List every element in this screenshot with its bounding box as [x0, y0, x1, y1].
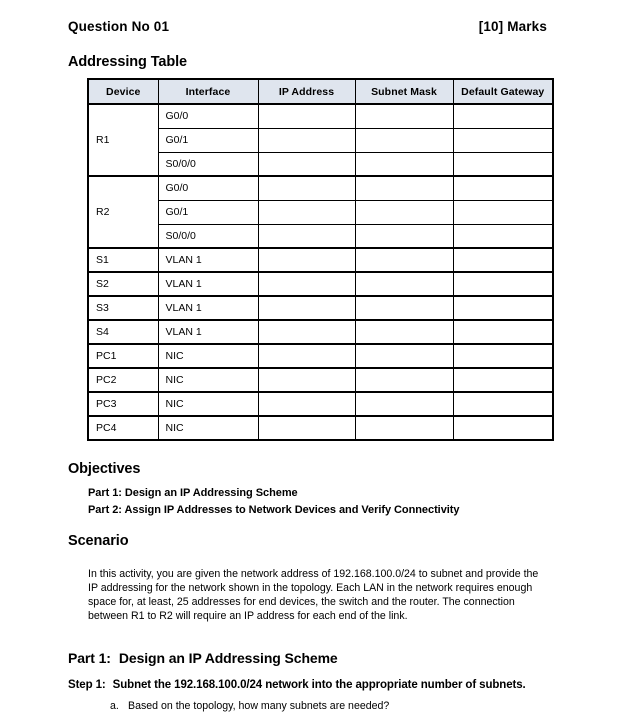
cell-device: S1 — [88, 248, 158, 272]
cell-subnet-mask — [355, 200, 453, 224]
cell-default-gateway — [453, 416, 553, 440]
question-title: Question No 01 — [68, 19, 170, 34]
part1-title: Design an IP Addressing Scheme — [118, 650, 338, 666]
cell-default-gateway — [453, 152, 553, 176]
cell-subnet-mask — [355, 416, 453, 440]
cell-interface: VLAN 1 — [158, 272, 258, 296]
cell-ip-address — [258, 128, 355, 152]
cell-ip-address — [258, 320, 355, 344]
cell-device: R1 — [88, 104, 158, 176]
table-row — [88, 392, 553, 416]
objective-item: Part 1: Design an IP Addressing Scheme — [88, 487, 298, 499]
cell-interface: VLAN 1 — [158, 320, 258, 344]
cell-subnet-mask — [355, 248, 453, 272]
cell-ip-address — [258, 416, 355, 440]
cell-device: PC2 — [88, 368, 158, 392]
cell-default-gateway — [453, 128, 553, 152]
cell-ip-address — [258, 224, 355, 248]
cell-subnet-mask — [355, 320, 453, 344]
cell-subnet-mask — [355, 392, 453, 416]
cell-ip-address — [258, 104, 355, 128]
cell-default-gateway — [453, 248, 553, 272]
cell-interface: G0/1 — [158, 200, 258, 224]
table-row — [88, 128, 553, 152]
table-body — [88, 104, 553, 440]
cell-default-gateway — [453, 392, 553, 416]
cell-interface: S0/0/0 — [158, 224, 258, 248]
cell-subnet-mask — [355, 152, 453, 176]
table-header-row — [88, 79, 553, 104]
cell-ip-address — [258, 176, 355, 200]
cell-subnet-mask — [355, 344, 453, 368]
column-header-subnet-mask: Subnet Mask — [355, 79, 453, 104]
step1-item-a — [68, 695, 550, 714]
step1-heading — [68, 672, 550, 695]
cell-default-gateway — [453, 224, 553, 248]
cell-subnet-mask — [355, 176, 453, 200]
cell-device: S2 — [88, 272, 158, 296]
cell-subnet-mask — [355, 104, 453, 128]
objectives-heading: Objectives — [68, 461, 141, 477]
part1-label: Part 1: — [68, 650, 111, 666]
cell-interface: NIC — [158, 368, 258, 392]
cell-ip-address — [258, 272, 355, 296]
cell-default-gateway — [453, 320, 553, 344]
cell-interface: G0/1 — [158, 128, 258, 152]
cell-interface: NIC — [158, 392, 258, 416]
cell-device: PC1 — [88, 344, 158, 368]
cell-ip-address — [258, 368, 355, 392]
column-header-device: Device — [88, 79, 158, 104]
cell-interface: G0/0 — [158, 104, 258, 128]
cell-default-gateway — [453, 368, 553, 392]
table-row — [88, 368, 553, 392]
question-marks: [10] Marks — [478, 19, 547, 34]
cell-ip-address — [258, 152, 355, 176]
cell-device: R2 — [88, 176, 158, 248]
cell-ip-address — [258, 200, 355, 224]
step1-label: Step 1: — [68, 679, 106, 691]
column-header-ip-address: IP Address — [258, 79, 355, 104]
cell-default-gateway — [453, 176, 553, 200]
table-row — [88, 296, 553, 320]
cell-default-gateway — [453, 200, 553, 224]
cell-device: S4 — [88, 320, 158, 344]
table-row — [88, 320, 553, 344]
addressing-table-heading: Addressing Table — [68, 54, 187, 70]
cell-default-gateway — [453, 344, 553, 368]
column-header-default-gateway: Default Gateway — [453, 79, 553, 104]
cell-ip-address — [258, 344, 355, 368]
cell-device: S3 — [88, 296, 158, 320]
cell-device: PC4 — [88, 416, 158, 440]
table-row — [88, 176, 553, 200]
objective-item: Part 2: Assign IP Addresses to Network Devices and Verify Connectivity — [88, 503, 460, 516]
item-text: Based on the topology, how many subnets are needed? — [128, 700, 390, 712]
addressing-table-container — [68, 77, 550, 441]
scenario-heading: Scenario — [68, 533, 129, 549]
table-row — [88, 272, 553, 296]
part1-heading — [68, 634, 550, 672]
cell-default-gateway — [453, 104, 553, 128]
step1-title: Subnet the 192.168.100.0/24 network into the appropriate number of subnets. — [112, 679, 526, 691]
cell-subnet-mask — [355, 272, 453, 296]
cell-ip-address — [258, 296, 355, 320]
cell-device: PC3 — [88, 392, 158, 416]
cell-interface: NIC — [158, 344, 258, 368]
item-marker: a. — [110, 700, 119, 712]
table-row — [88, 224, 553, 248]
cell-ip-address — [258, 392, 355, 416]
table-row — [88, 200, 553, 224]
cell-default-gateway — [453, 272, 553, 296]
cell-subnet-mask — [355, 128, 453, 152]
cell-interface: S0/0/0 — [158, 152, 258, 176]
cell-interface: G0/0 — [158, 176, 258, 200]
cell-ip-address — [258, 248, 355, 272]
cell-interface: VLAN 1 — [158, 248, 258, 272]
table-row — [88, 344, 553, 368]
question-header — [68, 0, 550, 34]
cell-subnet-mask — [355, 296, 453, 320]
cell-subnet-mask — [355, 368, 453, 392]
cell-default-gateway — [453, 296, 553, 320]
table-row — [88, 416, 553, 440]
objectives-list — [68, 484, 550, 518]
table-row — [88, 152, 553, 176]
scenario-paragraph: In this activity, you are given the network address of 192.168.100.0/24 to subnet and provide the IP addressing for the network shown in the topology. Each LAN in the network requires enough space for, at least, 25 addresses for end devices, the switch and the router. The connection between R1 to R2 will require an IP address for each end of the link. — [88, 567, 539, 623]
cell-interface: NIC — [158, 416, 258, 440]
cell-interface: VLAN 1 — [158, 296, 258, 320]
column-header-interface: Interface — [158, 79, 258, 104]
table-row — [88, 104, 553, 128]
addressing-table — [87, 78, 554, 441]
table-row — [88, 248, 553, 272]
cell-subnet-mask — [355, 224, 453, 248]
